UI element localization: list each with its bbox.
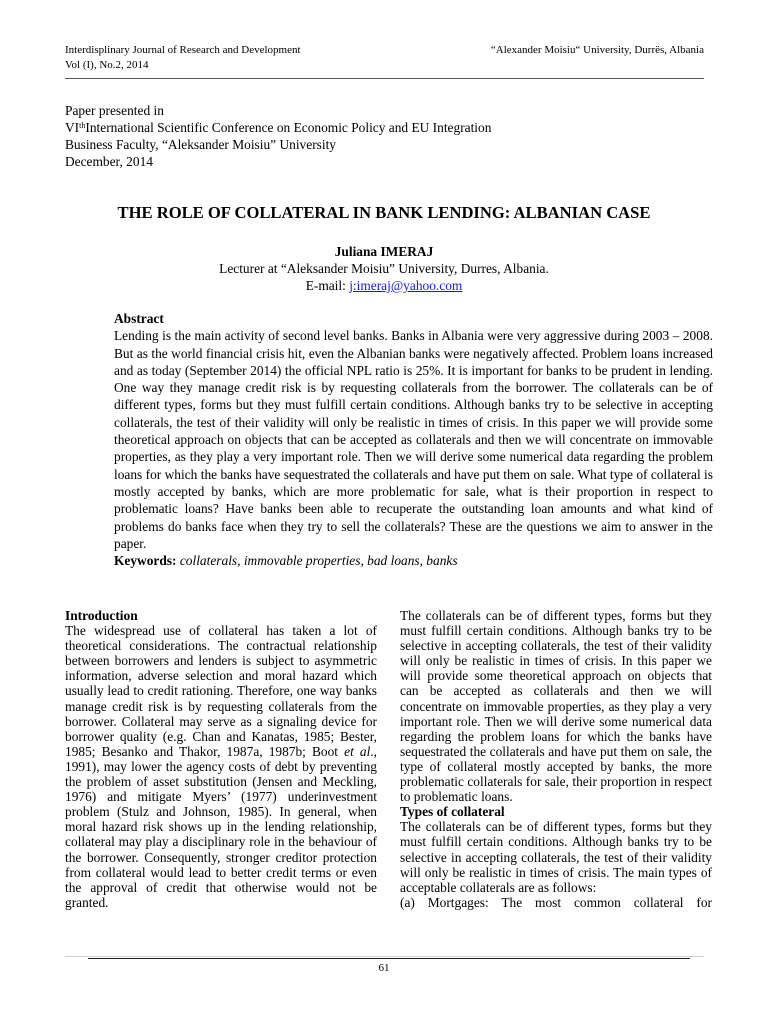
intro-text-a: The widespread use of collateral has taken a lot of theoretical considerations. The contractual relationship between borrowers and lenders is subject to asymmetric information, adverse selection and moral hazard which usually lead to credit rationing. Therefore, one way banks manage credit risk is by requesting collaterals from the borrower. Collateral may serve as a signaling device for borrower quality (e.g. Chan and Kanatas, 1985; Bester, 1985; Besanko and Thakor, 1987a, 1987b; Boot — [65, 623, 377, 759]
types-heading: Types of collateral — [400, 804, 505, 820]
right-column — [400, 608, 712, 910]
abstract-heading: Abstract — [114, 311, 164, 326]
paper-title: THE ROLE OF COLLATERAL IN BANK LENDING: ALBANIAN CASE — [117, 203, 651, 222]
presentation-note — [65, 102, 491, 170]
conference-ordinal: VI — [65, 120, 80, 135]
left-column — [65, 608, 377, 910]
abstract-section — [114, 310, 713, 569]
journal-volume: Vol (I), No.2, 2014 — [65, 59, 149, 71]
running-header-left — [65, 43, 301, 73]
footer-rule-thin — [65, 956, 704, 957]
header-rule — [65, 78, 704, 79]
keywords-list: collaterals, immovable properties, bad loans, banks — [179, 553, 458, 569]
journal-name: Interdisplinary Journal of Research and Development — [65, 44, 301, 56]
author-name: Juliana IMERAJ — [334, 244, 434, 259]
footer-rule — [88, 958, 690, 959]
faculty-line: Business Faculty, “Aleksander Moisiu” University — [65, 137, 336, 152]
date-line: December, 2014 — [65, 154, 153, 169]
author-email-link[interactable]: j:imeraj@yahoo.com — [349, 278, 463, 293]
author-email-line — [0, 277, 768, 294]
abstract-text: Lending is the main activity of second level banks. Banks in Albania were very aggressive during 2003 – 2008. But as the world financial crisis hit, even the Albanian banks were negatively affected. Problem loans increased and as today (September 2014) the official NPL ratio is 25%. It is important for banks to be prudent in lending. One way they manage credit risk is by requesting collaterals from the borrower. The collaterals can be of different types, forms but they must fulfill certain conditions. Although banks try to be selective in accepting collaterals, the test of their validity will only be realistic in times of crisis. In this paper we will provide some theoretical approach on objects that can be accepted as collaterals and then we will concentrate on immovable properties, as they play a very important role. Then we will derive some numerical data regarding the problem loans for which the banks have sequestrated the collaterals and have put them on sale. What type of collateral is mostly accepted by banks, which are more problematic for sale, what is their proportion in respect to problematic loans? Have banks been able to recuperate the outstanding loan amounts and what kind of problems do banks face when they try to sell the collaterals? These are the questions we aim to answer in the paper. — [114, 328, 713, 551]
right-paragraph-1: The collaterals can be of different types, forms but they must fulfill certain conditions. Although banks try to be selective in accepting collaterals, the test of their validity will only be realistic in times of crisis. In this paper we will provide some theoretical approach on objects that can be accepted as collaterals and then we will concentrate on immovable properties, as they play a very important role. Then we will derive some numerical data regarding the problem loans for which the banks have sequestrated the collaterals and have put them on sale, the type of collateral mostly accepted by banks, the more problematic collaterals for sale, their proportion in respect to problematic loans. — [400, 608, 712, 805]
conference-ordinal-sup: th — [79, 121, 86, 130]
page-number: 61 — [378, 962, 390, 974]
keywords-line — [114, 552, 713, 569]
introduction-heading: Introduction — [65, 608, 138, 623]
email-label: E-mail: — [305, 278, 350, 293]
running-header-right — [491, 43, 704, 58]
introduction-paragraph — [65, 623, 377, 910]
intro-text-italic: et al — [344, 743, 371, 759]
keywords-label: Keywords: — [114, 553, 177, 569]
intro-text-b: ., 1991), may lower the agency costs of debt by preventing the problem of asset substitution (Jensen and Meckling, 1976) and mitigate Myers’ (1977) underinvestment problem (Stulz and Johnson, 1985). In general, when moral hazard risk shows up in the lending relationship, collateral may play a disciplinary role in the behaviour of the borrower. Consequently, stronger creditor protection from collateral would lead to better credit terms or even the approval of credit that otherwise would not be granted. — [65, 743, 377, 910]
right-paragraph-3: (a) Mortgages: The most common collateral for — [400, 894, 712, 910]
author-affiliation: Lecturer at “Aleksander Moisiu” University, Durres, Albania. — [219, 261, 549, 276]
author-block — [0, 243, 768, 294]
conference-name: International Scientific Conference on Economic Policy and EU Integration — [85, 120, 492, 135]
presented-line: Paper presented in — [65, 103, 164, 118]
journal-university: “Alexander Moisiu“ University, Durrës, Albania — [490, 44, 704, 56]
right-paragraph-2: The collaterals can be of different types, forms but they must fulfill certain conditions. Although banks try to be selective in accepting collaterals, the test of their validity will only be realistic in times of crisis. The main types of acceptable collaterals are as follows: — [400, 819, 712, 895]
conference-line — [65, 119, 491, 136]
